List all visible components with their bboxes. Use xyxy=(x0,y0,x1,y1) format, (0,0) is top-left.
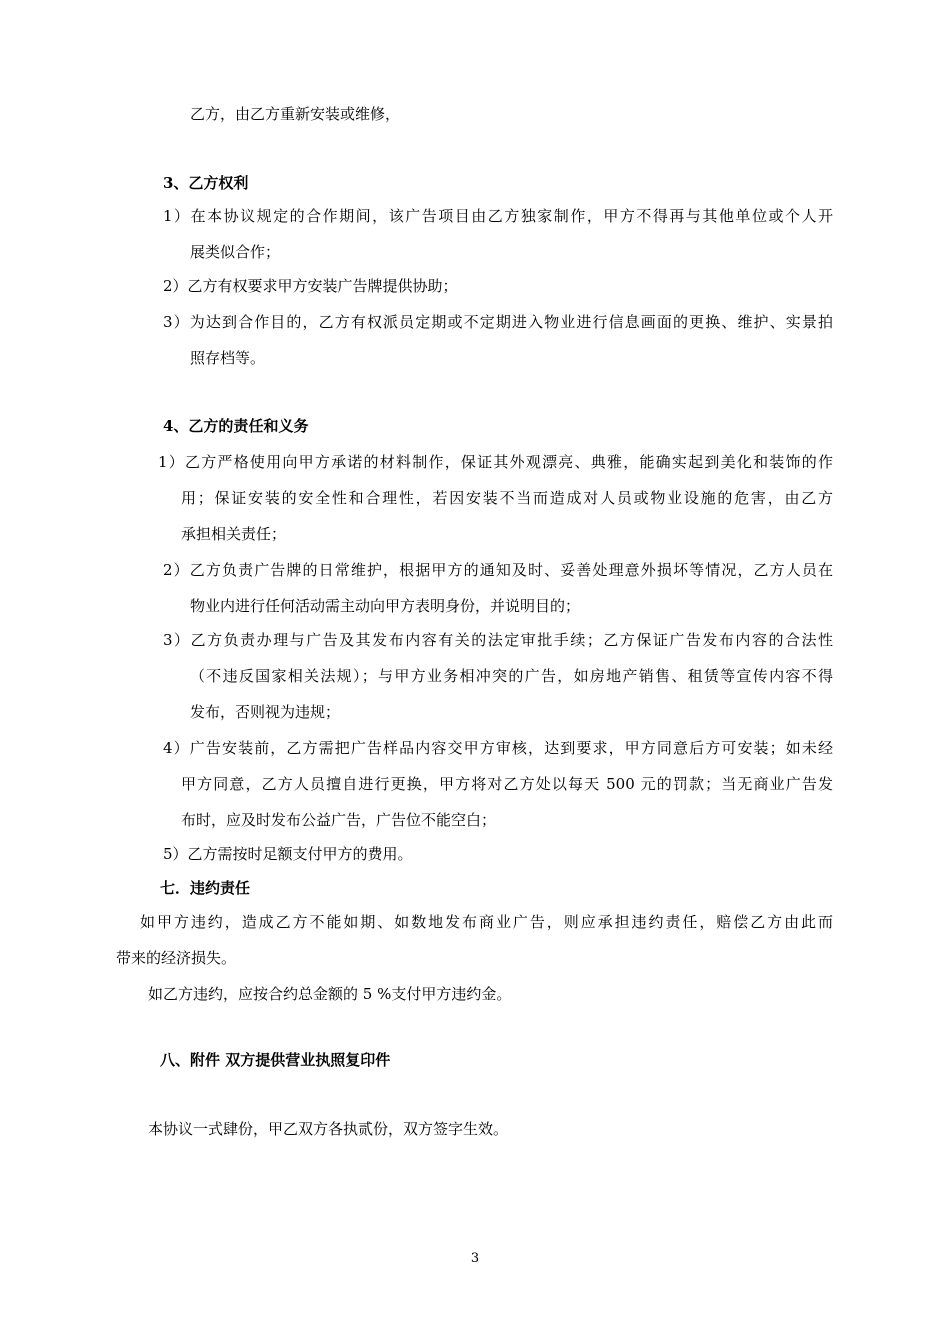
section-4-item-2-line-1: 2）乙方负责广告牌的日常维护，根据甲方的通知及时、妥善处理意外损坏等情况，乙方人员在 xyxy=(163,561,833,579)
intro-line: 乙方，由乙方重新安装或维修， xyxy=(190,105,401,123)
section-4-item-3-line-3: 发布，否则视为违规； xyxy=(190,703,341,721)
section-7-paragraph-1-line-1: 如甲方违约，造成乙方不能如期、如数地发布商业广告，则应承担违约责任，赔偿乙方由此而 xyxy=(140,913,833,931)
section-7-title: 七．违约责任 xyxy=(160,879,251,897)
section-4-item-5: 5）乙方需按时足额支付甲方的费用。 xyxy=(163,845,413,863)
page-number: 3 xyxy=(470,1251,480,1266)
section-3-item-3-line-2: 照存档等。 xyxy=(190,349,266,367)
section-4-item-4-line-2: 甲方同意，乙方人员擅自进行更换，甲方将对乙方处以每天 500 元的罚款；当无商业广告发 xyxy=(181,775,833,793)
section-4-item-1-line-3: 承担相关责任； xyxy=(181,525,287,543)
section-7-paragraph-1-line-2: 带来的经济损失。 xyxy=(116,949,237,967)
section-3-item-1-line-2: 展类似合作； xyxy=(190,243,281,261)
section-3-title: 3、乙方权利 xyxy=(163,174,249,192)
section-8-title: 八、附件 双方提供营业执照复印件 xyxy=(160,1051,391,1069)
section-7-paragraph-2: 如乙方违约，应按合约总金额的 5 %支付甲方违约金。 xyxy=(148,985,512,1003)
section-3-item-3-line-1: 3）为达到合作目的，乙方有权派员定期或不定期进入物业进行信息画面的更换、维护、实景拍 xyxy=(163,313,833,331)
section-4-item-3-line-1: 3）乙方负责办理与广告及其发布内容有关的法定审批手续；乙方保证广告发布内容的合法性 xyxy=(163,631,833,649)
section-4-item-4-line-3: 布时，应及时发布公益广告，广告位不能空白； xyxy=(181,811,497,829)
section-4-item-4-line-1: 4）广告安装前，乙方需把广告样品内容交甲方审核，达到要求，甲方同意后方可安装；如未经 xyxy=(163,739,833,757)
section-3-item-1-line-1: 1）在本协议规定的合作期间，该广告项目由乙方独家制作，甲方不得再与其他单位或个人开 xyxy=(163,207,833,225)
closing-statement: 本协议一式肆份，甲乙双方各执贰份，双方签字生效。 xyxy=(148,1120,509,1138)
section-4-title: 4、乙方的责任和义务 xyxy=(163,417,309,435)
section-4-item-1-line-1: 1）乙方严格使用向甲方承诺的材料制作，保证其外观漂亮、典雅，能确实起到美化和装饰的作 xyxy=(158,453,833,471)
section-3-item-2: 2）乙方有权要求甲方安装广告牌提供协助； xyxy=(163,277,458,295)
section-4-item-1-line-2: 用；保证安装的安全性和合理性，若因安装不当而造成对人员或物业设施的危害，由乙方 xyxy=(181,489,833,507)
section-4-item-2-line-2: 物业内进行任何活动需主动向甲方表明身份，并说明目的； xyxy=(190,597,581,615)
section-4-item-3-line-2: （不违反国家相关法规）；与甲方业务相冲突的广告，如房地产销售、租赁等宣传内容不得 xyxy=(190,667,833,685)
